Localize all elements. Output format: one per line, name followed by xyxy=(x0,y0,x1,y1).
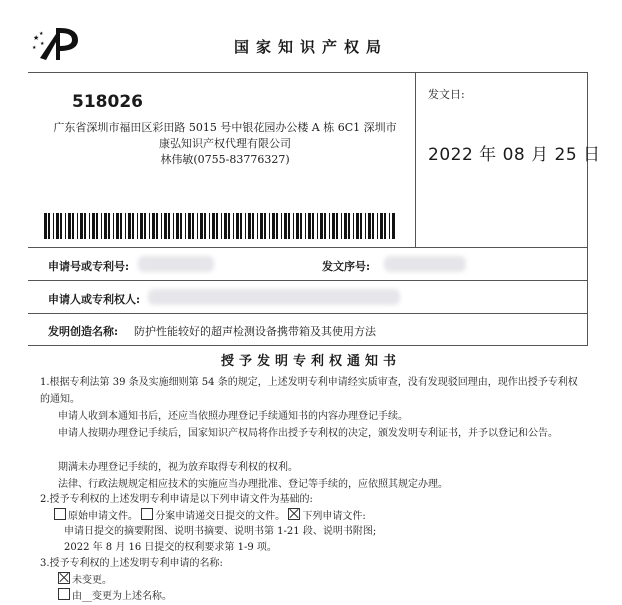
barcode-bar xyxy=(128,213,131,239)
barcode-bar xyxy=(296,213,299,239)
barcode-image xyxy=(44,213,400,239)
barcode-bar xyxy=(161,213,162,239)
barcode-bar xyxy=(209,213,210,239)
barcode-bar xyxy=(317,213,318,239)
barcode-bar xyxy=(77,213,78,239)
barcode-bar xyxy=(392,213,395,239)
date-column-divider xyxy=(415,72,416,247)
option-name-changed: 由__变更为上述名称。 xyxy=(72,591,172,602)
barcode-bar xyxy=(149,213,150,239)
barcode-bar xyxy=(245,213,246,239)
invention-name-label: 发明创造名称: xyxy=(48,325,119,338)
option-name-unchanged: 未变更。 xyxy=(72,575,112,586)
barcode-bar xyxy=(384,213,386,239)
barcode-bar xyxy=(312,213,314,239)
clause-3: 3.授予专利权的上述发明专利申请的名称: xyxy=(40,558,223,569)
clause-2-detail-1: 申请日提交的摘要附图、说明书摘要、说明书第 1-21 段、说明书附图; xyxy=(64,526,377,537)
barcode-bar xyxy=(221,213,222,239)
barcode-bar xyxy=(368,213,371,239)
barcode-bar xyxy=(264,213,266,239)
barcode-bar xyxy=(269,213,270,239)
postal-code: 518026 xyxy=(72,92,143,112)
barcode-bar xyxy=(185,213,186,239)
barcode-rule xyxy=(28,247,588,248)
barcode-bar xyxy=(56,213,59,239)
barcode-bar xyxy=(140,213,143,239)
frame-right-edge xyxy=(587,72,588,345)
clause-2-detail-2: 2022 年 8 月 16 日提交的权利要求第 1-9 项。 xyxy=(64,542,277,553)
barcode-bar xyxy=(252,213,254,239)
clause-1-para-3: 申请人按期办理登记手续后，国家知识产权局将作出授予专利权的决定，颁发发明专利证书，并予以登记和公告。 xyxy=(58,428,558,439)
row-rule-3 xyxy=(28,345,588,346)
dispatch-date: 2022 年 08 月 25 日 xyxy=(428,145,601,165)
barcode-bar xyxy=(113,213,114,239)
clause-1-para-4: 期满未办理登记手续的，视为放弃取得专利权的权利。 xyxy=(58,462,298,473)
clause-1: 1.根据专利法第 39 条及实施细则第 54 条的规定，上述发明专利申请经实质审查，没有发现驳回理由，现作出授予专利权的通知。 xyxy=(40,377,578,405)
barcode-bar xyxy=(108,213,110,239)
barcode-bar xyxy=(360,213,362,239)
svg-text:★: ★ xyxy=(32,45,37,51)
barcode-bar xyxy=(228,213,230,239)
svg-text:★: ★ xyxy=(40,41,45,47)
barcode-bar xyxy=(344,213,347,239)
barcode-bar xyxy=(188,213,191,239)
barcode-bar xyxy=(288,213,290,239)
barcode-bar xyxy=(101,213,102,239)
barcode-bar xyxy=(197,213,198,239)
barcode-bar xyxy=(164,213,167,239)
barcode-bar xyxy=(380,213,383,239)
barcode-bar xyxy=(281,213,282,239)
barcode-bar xyxy=(332,213,335,239)
barcode-bar xyxy=(156,213,158,239)
barcode-bar xyxy=(89,213,90,239)
barcode-bar xyxy=(248,213,251,239)
svg-text:★: ★ xyxy=(33,34,40,42)
barcode-bar xyxy=(257,213,258,239)
checkbox-divisional-docs[interactable] xyxy=(141,508,153,520)
barcode-bar xyxy=(348,213,350,239)
barcode-bar xyxy=(152,213,155,239)
barcode-bar xyxy=(356,213,359,239)
barcode-bar xyxy=(176,213,179,239)
checkbox-following-docs[interactable] xyxy=(288,508,300,520)
applicant-redacted xyxy=(148,289,400,305)
barcode-bar xyxy=(365,213,366,239)
svg-text:★: ★ xyxy=(39,31,44,37)
checkbox-original-docs[interactable] xyxy=(54,508,66,520)
dispatch-no-label: 发文序号: xyxy=(322,260,371,273)
barcode-bar xyxy=(173,213,174,239)
barcode-bar xyxy=(125,213,126,239)
barcode-bar xyxy=(104,213,107,239)
barcode-bar xyxy=(53,213,54,239)
clause-2: 2.授予专利权的上述发明专利申请是以下列申请文件为基础的: xyxy=(40,494,313,505)
barcode-bar xyxy=(137,213,138,239)
row-rule-1 xyxy=(28,280,588,281)
clause-1-para-5: 法律、行政法规规定相应技术的实施应当办理批准、登记等手续的，应依照其规定办理。 xyxy=(58,479,448,490)
barcode-bar xyxy=(200,213,203,239)
barcode-bar xyxy=(300,213,302,239)
barcode-bar xyxy=(96,213,98,239)
barcode-bar xyxy=(68,213,71,239)
barcode-bar xyxy=(324,213,326,239)
barcode-bar xyxy=(132,213,134,239)
barcode-bar xyxy=(377,213,378,239)
barcode-bar xyxy=(236,213,239,239)
barcode-bar xyxy=(168,213,170,239)
barcode-bar xyxy=(329,213,330,239)
barcode-bar xyxy=(353,213,354,239)
option-divisional-docs: 分案申请递交日提交的文件。 xyxy=(155,511,286,522)
barcode-bar xyxy=(389,213,390,239)
barcode-bar xyxy=(216,213,218,239)
barcode-bar xyxy=(80,213,83,239)
barcode-bar xyxy=(336,213,338,239)
checkbox-name-unchanged[interactable] xyxy=(58,572,70,584)
barcode-bar xyxy=(341,213,342,239)
option-following-docs: 下列申请文件: xyxy=(302,511,366,522)
barcode-bar xyxy=(180,213,182,239)
barcode-bar xyxy=(120,213,122,239)
application-no-label: 申请号或专利号: xyxy=(48,260,130,273)
barcode-bar xyxy=(44,213,47,239)
clause-3-option-2 xyxy=(58,588,172,605)
barcode-bar xyxy=(308,213,311,239)
application-no-redacted xyxy=(138,256,214,272)
clause-1-para-2: 申请人收到本通知书后，还应当依照办理登记手续通知书的内容办理登记手续。 xyxy=(58,411,408,422)
barcode-bar xyxy=(272,213,275,239)
barcode-bar xyxy=(320,213,323,239)
dispatch-date-label: 发文日: xyxy=(428,88,465,101)
clause-2-options xyxy=(54,508,366,525)
dispatch-no-redacted xyxy=(384,256,466,272)
barcode-bar xyxy=(372,213,374,239)
barcode-bar xyxy=(144,213,146,239)
barcode-bar xyxy=(84,213,86,239)
checkbox-name-changed[interactable] xyxy=(58,588,70,600)
barcode-bar xyxy=(233,213,234,239)
office-name: 国家知识产权局 xyxy=(233,38,388,56)
barcode-bar xyxy=(260,213,263,239)
barcode-bar xyxy=(48,213,50,239)
address-line-1: 广东省深圳市福田区彩田路 5015 号中银花园办公楼 A 栋 6C1 深圳市 xyxy=(53,121,397,134)
address-line-2: 康弘知识产权代理有限公司 xyxy=(159,137,291,150)
invention-name: 防护性能较好的超声检测设备携带箱及其使用方法 xyxy=(134,325,376,338)
barcode-bar xyxy=(204,213,206,239)
barcode-bar xyxy=(116,213,119,239)
option-original-docs: 原始申请文件。 xyxy=(68,511,138,522)
barcode-bar xyxy=(276,213,278,239)
barcode-bar xyxy=(60,213,62,239)
barcode-bar xyxy=(305,213,306,239)
barcode-bar xyxy=(65,213,66,239)
barcode-bar xyxy=(192,213,194,239)
address-line-3: 林伟敏(0755-83776327) xyxy=(160,153,290,166)
barcode-bar xyxy=(72,213,74,239)
barcode-bar xyxy=(293,213,294,239)
clause-3-option-1 xyxy=(58,572,112,589)
notice-title: 授予发明专利权通知书 xyxy=(220,354,401,369)
barcode-bar xyxy=(224,213,227,239)
applicant-label: 申请人或专利权人: xyxy=(48,293,141,306)
header-rule xyxy=(28,72,588,73)
row-rule-2 xyxy=(28,313,588,314)
barcode-bar xyxy=(212,213,215,239)
barcode-bar xyxy=(240,213,242,239)
barcode-bar xyxy=(92,213,95,239)
barcode-bar xyxy=(284,213,287,239)
